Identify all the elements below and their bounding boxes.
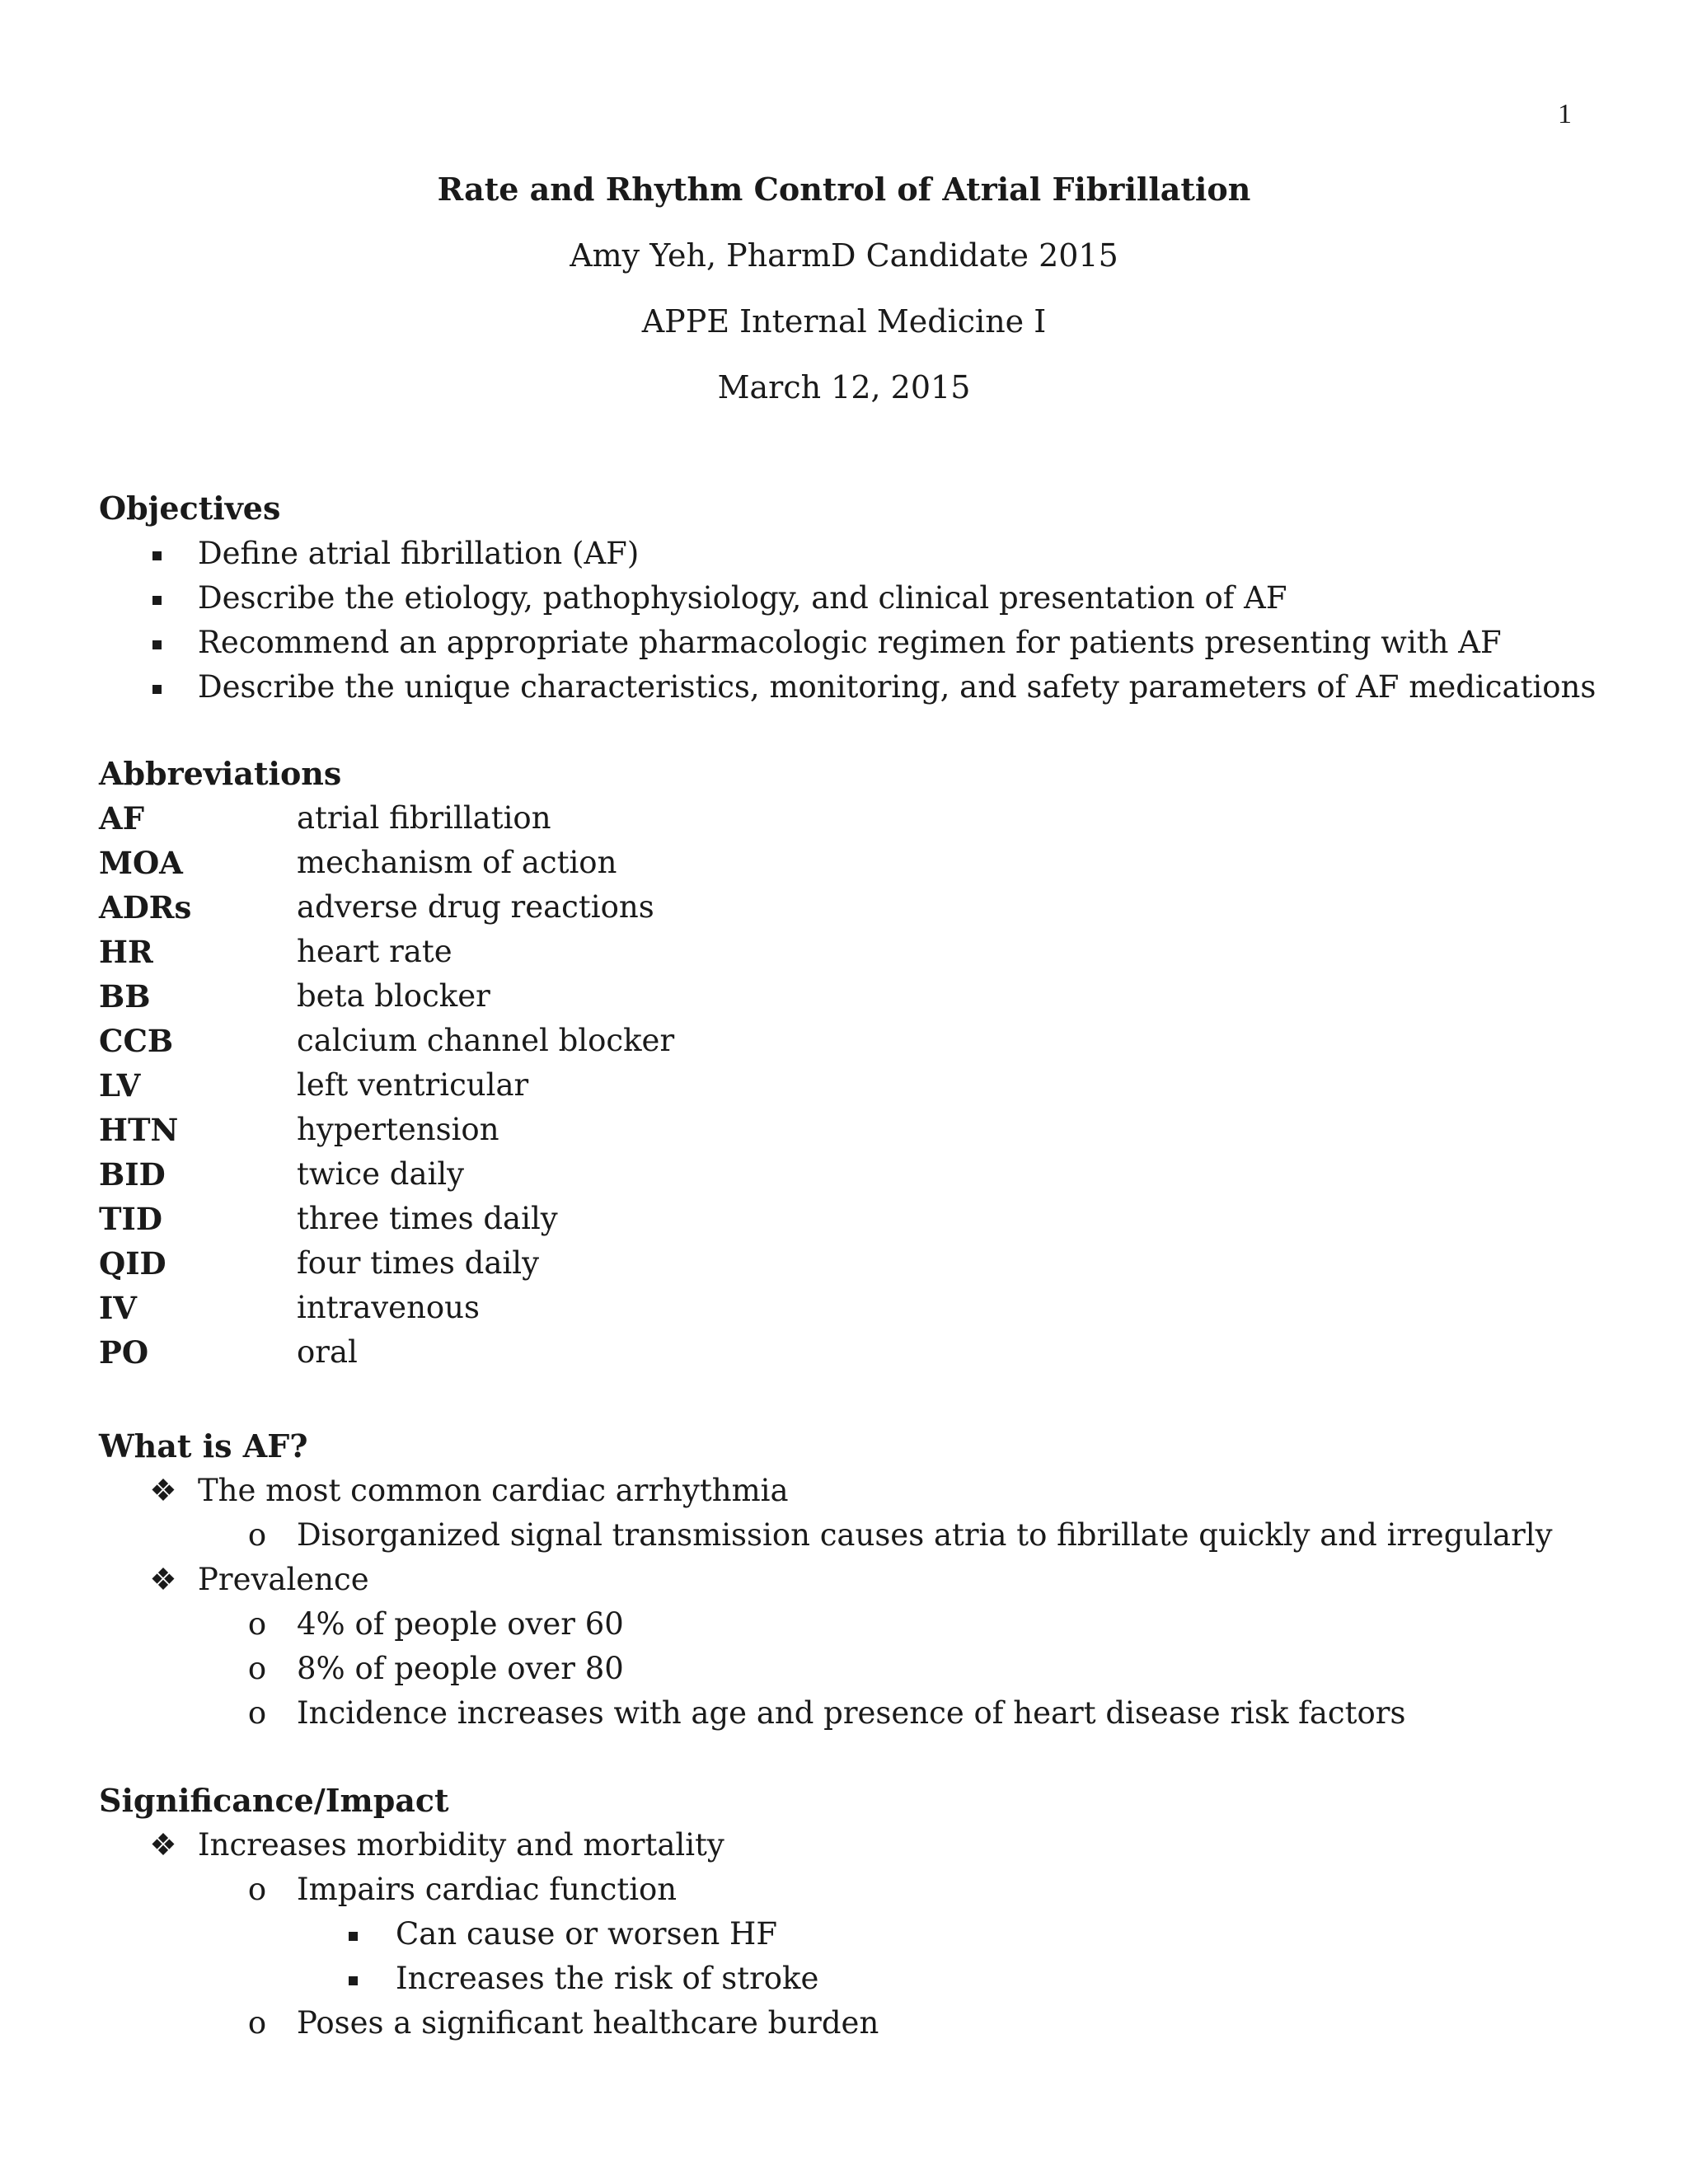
what-is-af-list <box>0 1469 1688 1736</box>
circle-bullet-icon: o <box>247 1651 267 1686</box>
list-item: Can cause or worsen HF <box>0 1912 1688 1957</box>
list-item: ❖ Prevalence <box>0 1558 1688 1602</box>
abbreviation-row: HR heart rate <box>99 934 452 970</box>
abbreviation-row: ADRs adverse drug reactions <box>99 889 654 926</box>
list-item: o Incidence increases with age and presence of heart disease risk factors <box>0 1691 1688 1736</box>
square-bullet-icon <box>336 1957 369 2001</box>
abbreviation-row: IV intravenous <box>99 1290 480 1326</box>
circle-bullet-icon: o <box>247 1872 267 1907</box>
abbreviation-row: TID three times daily <box>99 1201 558 1237</box>
abbreviation-row: CCB calcium channel blocker <box>99 1023 675 1059</box>
square-bullet-icon <box>140 532 173 576</box>
page-number: 1 <box>1558 99 1572 129</box>
what-is-af-heading: What is AF? <box>99 1427 308 1465</box>
list-item: o Disorganized signal transmission causes atria to fibrillate quickly and irregularly <box>0 1513 1688 1558</box>
square-bullet-icon <box>336 1912 369 1957</box>
circle-bullet-icon: o <box>247 1606 267 1642</box>
list-item: ❖ The most common cardiac arrhythmia <box>0 1469 1688 1513</box>
list-item: o Poses a significant healthcare burden <box>0 2001 1688 2046</box>
abbreviation-row: HTN hypertension <box>99 1112 499 1148</box>
abbreviation-row: QID four times daily <box>99 1245 539 1282</box>
abbreviations-list <box>99 796 1088 1375</box>
abbreviation-row: PO oral <box>99 1334 358 1371</box>
list-item: Increases the risk of stroke <box>0 1957 1688 2001</box>
course-line: APPE Internal Medicine I <box>641 303 1047 340</box>
diamond-bullet-icon: ❖ <box>149 1562 177 1597</box>
list-item: Describe the etiology, pathophysiology, and clinical presentation of AF <box>0 576 1688 621</box>
square-bullet-icon <box>140 621 173 665</box>
abbreviation-row: MOA mechanism of action <box>99 845 617 881</box>
list-item: Define atrial fibrillation (AF) <box>0 532 1688 576</box>
list-item: o 4% of people over 60 <box>0 1602 1688 1647</box>
list-item: ❖ Increases morbidity and mortality <box>0 1823 1688 1868</box>
abbreviations-heading: Abbreviations <box>99 755 342 792</box>
list-item: o Impairs cardiac function <box>0 1868 1688 1912</box>
list-item: o 8% of people over 80 <box>0 1647 1688 1691</box>
abbreviation-row: BB beta blocker <box>99 978 490 1015</box>
square-bullet-icon <box>140 576 173 621</box>
circle-bullet-icon: o <box>247 1517 267 1553</box>
date-line: March 12, 2015 <box>717 369 971 405</box>
circle-bullet-icon: o <box>247 1695 267 1731</box>
significance-list <box>0 1823 1688 2046</box>
list-item: Recommend an appropriate pharmacologic regimen for patients presenting with AF <box>0 621 1688 665</box>
objectives-list <box>0 532 1688 710</box>
author-line: Amy Yeh, PharmD Candidate 2015 <box>570 237 1118 274</box>
circle-bullet-icon: o <box>247 2005 267 2041</box>
objectives-heading: Objectives <box>99 490 281 527</box>
diamond-bullet-icon: ❖ <box>149 1473 177 1508</box>
abbreviation-row: AF atrial fibrillation <box>99 800 551 837</box>
list-item: Describe the unique characteristics, monitoring, and safety parameters of AF medications <box>0 665 1688 710</box>
abbreviation-row: LV left ventricular <box>99 1067 529 1104</box>
abbreviation-row: BID twice daily <box>99 1156 465 1193</box>
title-block <box>0 165 1688 429</box>
document-title: Rate and Rhythm Control of Atrial Fibrillation <box>437 171 1251 208</box>
diamond-bullet-icon: ❖ <box>149 1827 177 1863</box>
significance-heading: Significance/Impact <box>99 1782 449 1819</box>
square-bullet-icon <box>140 665 173 710</box>
